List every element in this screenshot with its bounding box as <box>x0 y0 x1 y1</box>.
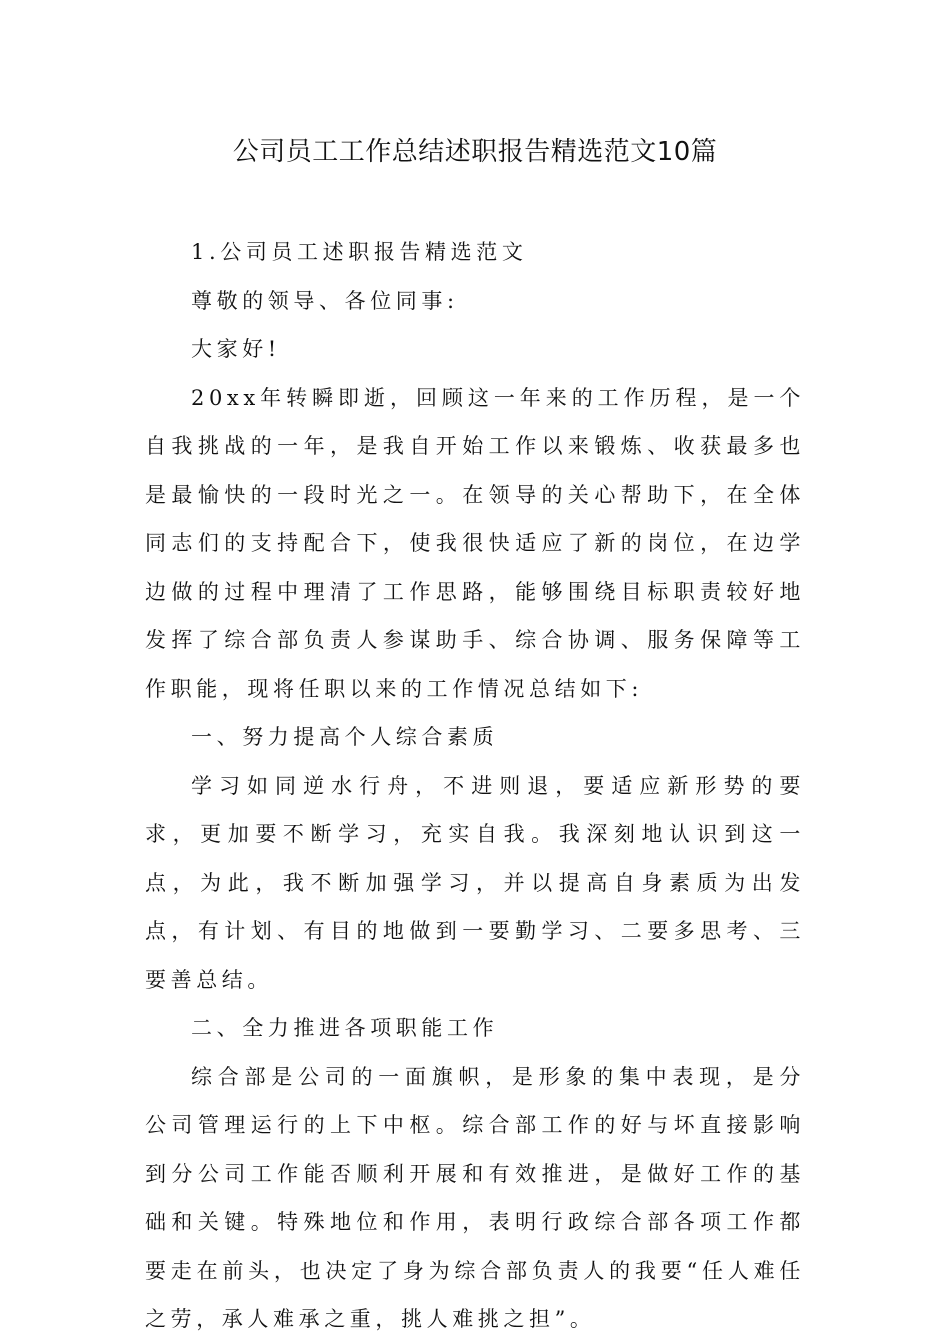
document-body <box>145 228 805 1344</box>
document-title: 公司员工工作总结述职报告精选范文10篇 <box>232 137 718 167</box>
body-paragraph: 综合部是公司的一面旗帜，是形象的集中表现，是分公司管理运行的上下中枢。综合部工作的好与坏直接影响到分公司工作能否顺利开展和有效推进，是做好工作的基础和关键。特殊地位和作用，表明行政综合部各项工作都要走在前头，也决定了身为综合部负责人的我要“任人难任之劳，承人难承之重，挑人难挑之担”。 <box>145 1064 805 1331</box>
greeting: 大家好! <box>191 337 281 361</box>
subsection-heading: 二、全力推进各项职能工作 <box>191 1016 499 1040</box>
salutation: 尊敬的领导、各位同事: <box>191 288 459 313</box>
subsection-heading: 一、努力提高个人综合素质 <box>191 725 499 749</box>
body-paragraph: 学习如同逆水行舟，不进则退，要适应新形势的要求，更加要不断学习，充实自我。我深刻地认识到这一点，为此，我不断加强学习，并以提高自身素质为出发点，有计划、有目的地做到一要勤学习、二要多思考、三要善总结。 <box>145 773 805 992</box>
section-heading: 1.公司员工述职报告精选范文 <box>191 240 528 264</box>
body-paragraph: 20xx年转瞬即逝，回顾这一年来的工作历程，是一个自我挑战的一年，是我自开始工作以来锻炼、收获最多也是最愉快的一段时光之一。在领导的关心帮助下，在全体同志们的支持配合下，使我很快适应了新的岗位，在边学边做的过程中理清了工作思路，能够围绕目标职责较好地发挥了综合部负责人参谋助手、综合协调、服务保障等工作职能，现将任职以来的工作情况总结如下: <box>145 385 805 701</box>
